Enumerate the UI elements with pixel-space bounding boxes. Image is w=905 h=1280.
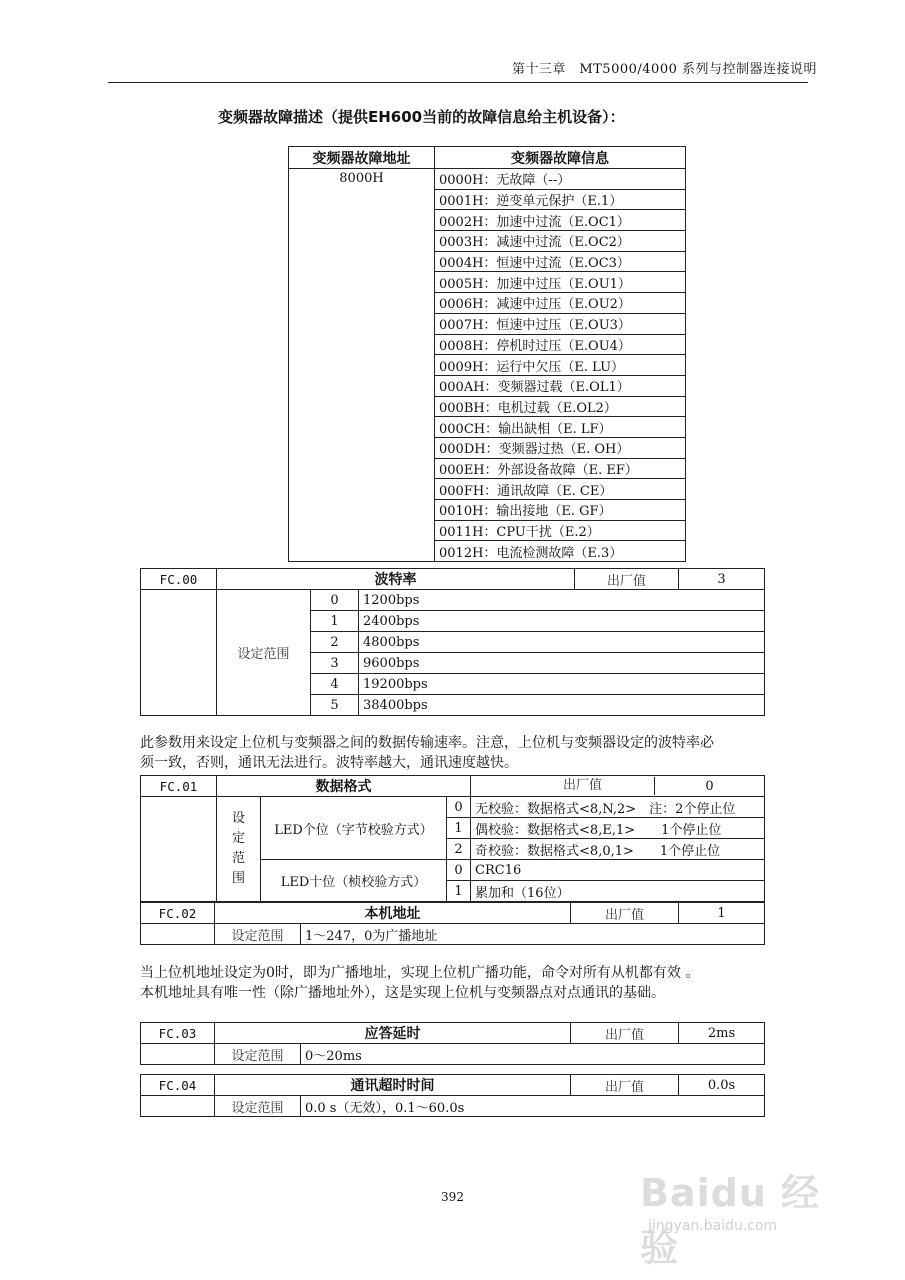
page-number: 392	[441, 1190, 464, 1204]
table-row	[141, 1044, 765, 1065]
baud-rate-note	[140, 733, 714, 773]
section-title: 变频器故障描述（提供EH600当前的故障信息给主机设备）：	[218, 108, 625, 126]
fc01-led2-key: 0	[447, 860, 471, 881]
fc03-range-label: 设定范围	[215, 1044, 301, 1065]
fault-info-header: 变频器故障信息	[435, 147, 686, 169]
fc03-title: 应答延时	[215, 1023, 571, 1044]
fc04-title: 通讯超时时间	[215, 1075, 571, 1096]
fc01-led2-value: 累加和（16位）	[471, 881, 765, 902]
table-row	[141, 797, 765, 818]
fc03-default-value: 2ms	[679, 1023, 765, 1044]
fault-info-cell: 000EH：外部设备故障（E. EF）	[435, 458, 686, 479]
fc00-option-value: 2400bps	[359, 611, 765, 632]
fc01-header-row	[141, 776, 765, 797]
fc02-table	[140, 902, 765, 945]
address-note-line: 本机地址具有唯一性（除广播地址外），这是实现上位机与变频器点对点通讯的基础。	[140, 985, 665, 1001]
fault-table	[288, 146, 686, 562]
fc04-default-value: 0.0s	[679, 1075, 765, 1096]
watermark-url: jingyan.baidu.com	[648, 1218, 778, 1234]
fc00-header-row	[141, 569, 765, 590]
fc01-range-label	[217, 797, 261, 902]
fault-info-cell: 0009H：运行中欠压（E. LU）	[435, 355, 686, 376]
fc03-empty-cell	[141, 1044, 215, 1065]
fc01-title: 数据格式	[217, 776, 471, 797]
fc00-default-value: 3	[679, 569, 765, 590]
fc01-default-cell	[471, 776, 765, 797]
fault-info-cell: 000CH：输出缺相（E. LF）	[435, 417, 686, 438]
fc03-code: FC.03	[141, 1023, 215, 1044]
fault-info-cell: 0008H：停机时过压（E.OU4）	[435, 334, 686, 355]
fc00-option-key: 4	[311, 674, 359, 695]
fc01-led2-label: LED十位（桢校验方式）	[261, 860, 447, 902]
chapter-header: 第十三章 MT5000/4000 系列与控制器连接说明	[511, 62, 817, 77]
fc00-option-key: 1	[311, 611, 359, 632]
fault-info-cell: 000AH：变频器过载（E.OL1）	[435, 375, 686, 396]
fc04-header-row	[141, 1075, 765, 1096]
baud-rate-note-line: 须一致，否则，通讯无法进行。波特率越大，通讯速度越快。	[140, 755, 518, 771]
fc00-option-key: 2	[311, 632, 359, 653]
fc01-range-char: 设	[231, 811, 245, 826]
fc00-table	[140, 568, 765, 716]
fc04-range-label: 设定范围	[215, 1096, 301, 1117]
baidu-logo: Baidu 经验	[640, 1171, 821, 1270]
fc04-table	[140, 1074, 765, 1117]
fc01-led1-value: 偶校验：数据格式<8,E,1> 1个停止位	[471, 818, 765, 839]
fc04-empty-cell	[141, 1096, 215, 1117]
fc01-led1-key: 0	[447, 797, 471, 818]
watermark	[630, 1150, 855, 1270]
fc01-led1-value: 奇校验：数据格式<8,0,1> 1个停止位	[471, 839, 765, 860]
fc01-empty-cell	[141, 797, 217, 902]
fc01-range-char: 定	[231, 831, 245, 846]
fault-table-header	[289, 147, 686, 169]
fc00-option-value: 9600bps	[359, 653, 765, 674]
fault-info-cell: 0000H：无故障（--）	[435, 169, 686, 190]
table-row	[141, 590, 765, 611]
fault-info-cell: 0012H：电流检测故障（E.3）	[435, 541, 686, 562]
fault-info-cell: 0004H：恒速中过流（E.OC3）	[435, 251, 686, 272]
fc00-range-label: 设定范围	[217, 590, 311, 716]
fault-info-cell: 0003H：减速中过流（E.OC2）	[435, 231, 686, 252]
fc00-option-key: 5	[311, 695, 359, 716]
table-row	[141, 924, 765, 945]
fc01-code: FC.01	[141, 776, 217, 797]
fc01-led2-key: 1	[447, 881, 471, 902]
fault-info-cell: 0007H：恒速中过压（E.OU3）	[435, 313, 686, 334]
fc01-range-char: 围	[231, 871, 245, 886]
fc04-range-value: 0.0 s（无效），0.1～60.0s	[301, 1096, 765, 1117]
fc03-table	[140, 1022, 765, 1065]
fc01-led1-key: 2	[447, 839, 471, 860]
fc02-range-label: 设定范围	[215, 924, 301, 945]
fc02-title: 本机地址	[215, 903, 571, 924]
fc00-option-value: 38400bps	[359, 695, 765, 716]
fc02-default-label: 出厂值	[571, 903, 679, 924]
fault-info-cell: 0010H：输出接地（E. GF）	[435, 500, 686, 521]
address-note-line: 当上位机地址设定为0时，即为广播地址，实现上位机广播功能，命令对所有从机都有效 。	[140, 965, 700, 981]
fault-address: 8000H	[289, 169, 435, 562]
fault-info-cell: 0005H：加速中过压（E.OU1）	[435, 272, 686, 293]
fault-info-cell: 0011H：CPU干扰（E.2）	[435, 520, 686, 541]
fc00-empty-cell	[141, 590, 217, 716]
fc00-code: FC.00	[141, 569, 217, 590]
fc01-default-label: 出厂值	[471, 777, 655, 795]
fault-address-header: 变频器故障地址	[289, 147, 435, 169]
fc02-default-value: 1	[679, 903, 765, 924]
fc01-table	[140, 775, 765, 902]
fc03-default-label: 出厂值	[571, 1023, 679, 1044]
fc01-led1-value: 无校验：数据格式<8,N,2> 注：2个停止位	[471, 797, 765, 818]
fault-info-cell: 0002H：加速中过流（E.OC1）	[435, 210, 686, 231]
fc02-header-row	[141, 903, 765, 924]
fc02-empty-cell	[141, 924, 215, 945]
fc02-code: FC.02	[141, 903, 215, 924]
fc01-default-value: 0	[705, 778, 714, 794]
baud-rate-note-line: 此参数用来设定上位机与变频器之间的数据传输速率。注意，上位机与变频器设定的波特率必	[140, 735, 714, 751]
fc03-range-value: 0～20ms	[301, 1044, 765, 1065]
fc01-led1-key: 1	[447, 818, 471, 839]
fc00-option-value: 19200bps	[359, 674, 765, 695]
fc00-option-key: 3	[311, 653, 359, 674]
header-divider	[108, 82, 808, 83]
fc00-title: 波特率	[217, 569, 575, 590]
fault-info-cell: 000FH：通讯故障（E. CE）	[435, 479, 686, 500]
fc02-range-value: 1～247，0为广播地址	[301, 924, 765, 945]
fc00-option-value: 4800bps	[359, 632, 765, 653]
fc04-default-label: 出厂值	[571, 1075, 679, 1096]
address-note	[140, 963, 699, 1003]
fc01-range-char: 范	[231, 851, 245, 866]
fault-info-cell: 0001H：逆变单元保护（E.1）	[435, 189, 686, 210]
fc00-option-key: 0	[311, 590, 359, 611]
fc00-option-value: 1200bps	[359, 590, 765, 611]
table-row	[141, 1096, 765, 1117]
fc01-led2-value: CRC16	[471, 860, 765, 881]
fc03-header-row	[141, 1023, 765, 1044]
fc01-led1-label: LED个位（字节校验方式）	[261, 797, 447, 860]
fc00-default-label: 出厂值	[575, 569, 679, 590]
table-row	[289, 169, 686, 190]
fc04-code: FC.04	[141, 1075, 215, 1096]
fault-info-cell: 000BH：电机过载（E.OL2）	[435, 396, 686, 417]
fault-info-cell: 000DH：变频器过热（E. OH）	[435, 437, 686, 458]
fault-info-cell: 0006H：减速中过压（E.OU2）	[435, 293, 686, 314]
